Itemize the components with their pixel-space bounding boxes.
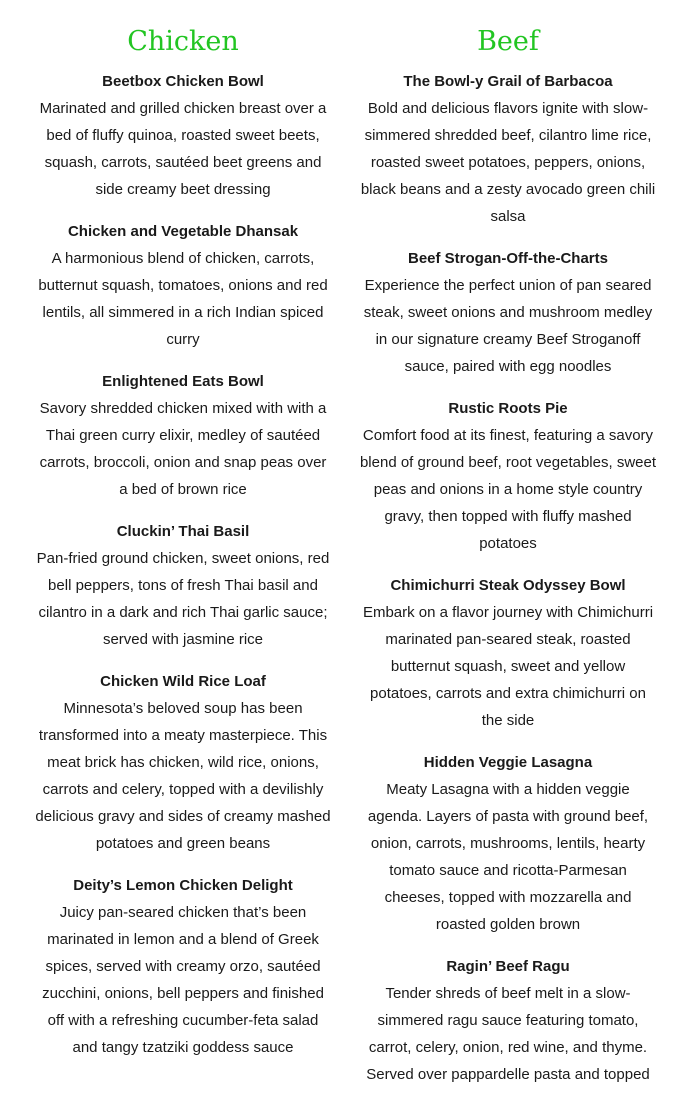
- menu-item: [34, 668, 332, 857]
- menu-item: [358, 245, 658, 380]
- menu-item-description: Bold and delicious flavors ignite with slow-simmered shredded beef, cilantro lime rice, roasted sweet potatoes, peppers, onions, black beans and a zesty avocado green chili salsa: [360, 100, 656, 225]
- menu-item: [358, 953, 658, 1088]
- menu-item-name: Hidden Veggie Lasagna: [423, 754, 593, 771]
- menu-item-name: Chicken Wild Rice Loaf: [100, 673, 266, 690]
- menu-item: [34, 368, 332, 503]
- menu-item-description: Pan-fried ground chicken, sweet onions, red bell peppers, tons of fresh Thai basil and cilantro in a dark and rich Thai garlic sauce; served with jasmine rice: [36, 550, 330, 648]
- menu-item-name: Cluckin’ Thai Basil: [116, 523, 250, 540]
- menu-item-name: Ragin’ Beef Ragu: [446, 958, 570, 975]
- menu-item-description: Comfort food at its finest, featuring a savory blend of ground beef, root vegetables, sweet peas and onions in a home style country gravy, then topped with fluffy mashed potatoes: [359, 427, 657, 552]
- menu-item: [34, 218, 332, 353]
- beef-heading: Beef: [477, 26, 539, 57]
- menu-item-description: Savory shredded chicken mixed with with a Thai green curry elixir, medley of sautéed carrots, broccoli, onion and snap peas over a bed of brown rice: [39, 400, 327, 498]
- menu-item-description: A harmonious blend of chicken, carrots, butternut squash, tomatoes, onions and red lentils, all simmered in a rich Indian spiced curry: [38, 250, 328, 348]
- menu-item-description: Tender shreds of beef melt in a slow-simmered ragu sauce featuring tomato, carrot, celery, onion, red wine, and thyme. Served over pappardelle pasta and topped: [366, 985, 650, 1083]
- menu-item-description: Juicy pan-seared chicken that’s been marinated in lemon and a blend of Greek spices, served with creamy orzo, sautéed zucchini, onions, bell peppers and finished off with a refreshing cucumber-feta salad and tangy tzatziki goddess sauce: [42, 904, 324, 1056]
- menu-item: [34, 68, 332, 203]
- menu-item-name: Beef Strogan-Off-the-Charts: [407, 250, 608, 267]
- beef-column: [358, 24, 658, 1103]
- menu-item-name: Enlightened Eats Bowl: [102, 373, 264, 390]
- menu-item-name: The Bowl-y Grail of Barbacoa: [403, 73, 613, 90]
- menu-item-description: Marinated and grilled chicken breast over a bed of fluffy quinoa, roasted sweet beets, squash, carrots, sautéed beet greens and side creamy beet dressing: [39, 100, 327, 198]
- menu-item: [34, 518, 332, 653]
- menu-item-name: Chicken and Vegetable Dhansak: [67, 223, 299, 240]
- menu-item-description: Minnesota’s beloved soup has been transformed into a meaty masterpiece. This meat brick has chicken, wild rice, onions, carrots and celery, topped with a devilishly delicious gravy and sides of creamy mashed potatoes and green beans: [35, 700, 331, 852]
- menu-item: [358, 68, 658, 230]
- menu-item-name: Rustic Roots Pie: [448, 400, 568, 417]
- chicken-heading: Chicken: [127, 26, 239, 57]
- menu-item-description: Meaty Lasagna with a hidden veggie agenda. Layers of pasta with ground beef, onion, carrots, mushrooms, lentils, hearty tomato sauce and ricotta-Parmesan cheeses, topped with mozzarella and roasted golden brown: [367, 781, 649, 933]
- menu-item: [358, 395, 658, 557]
- menu-item-name: Beetbox Chicken Bowl: [102, 73, 264, 90]
- menu-item-name: Chimichurri Steak Odyssey Bowl: [390, 577, 626, 594]
- menu-item-name: Deity’s Lemon Chicken Delight: [73, 877, 293, 894]
- chicken-column: [34, 24, 332, 1076]
- menu-item: [358, 749, 658, 938]
- menu-item: [358, 572, 658, 734]
- menu-item-description: Experience the perfect union of pan seared steak, sweet onions and mushroom medley in our signature creamy Beef Stroganoff sauce, paired with egg noodles: [363, 277, 653, 375]
- menu-item-description: Embark on a flavor journey with Chimichurri marinated pan-seared steak, roasted butternut squash, sweet and yellow potatoes, carrots and extra chimichurri on the side: [362, 604, 654, 729]
- menu-item: [34, 872, 332, 1061]
